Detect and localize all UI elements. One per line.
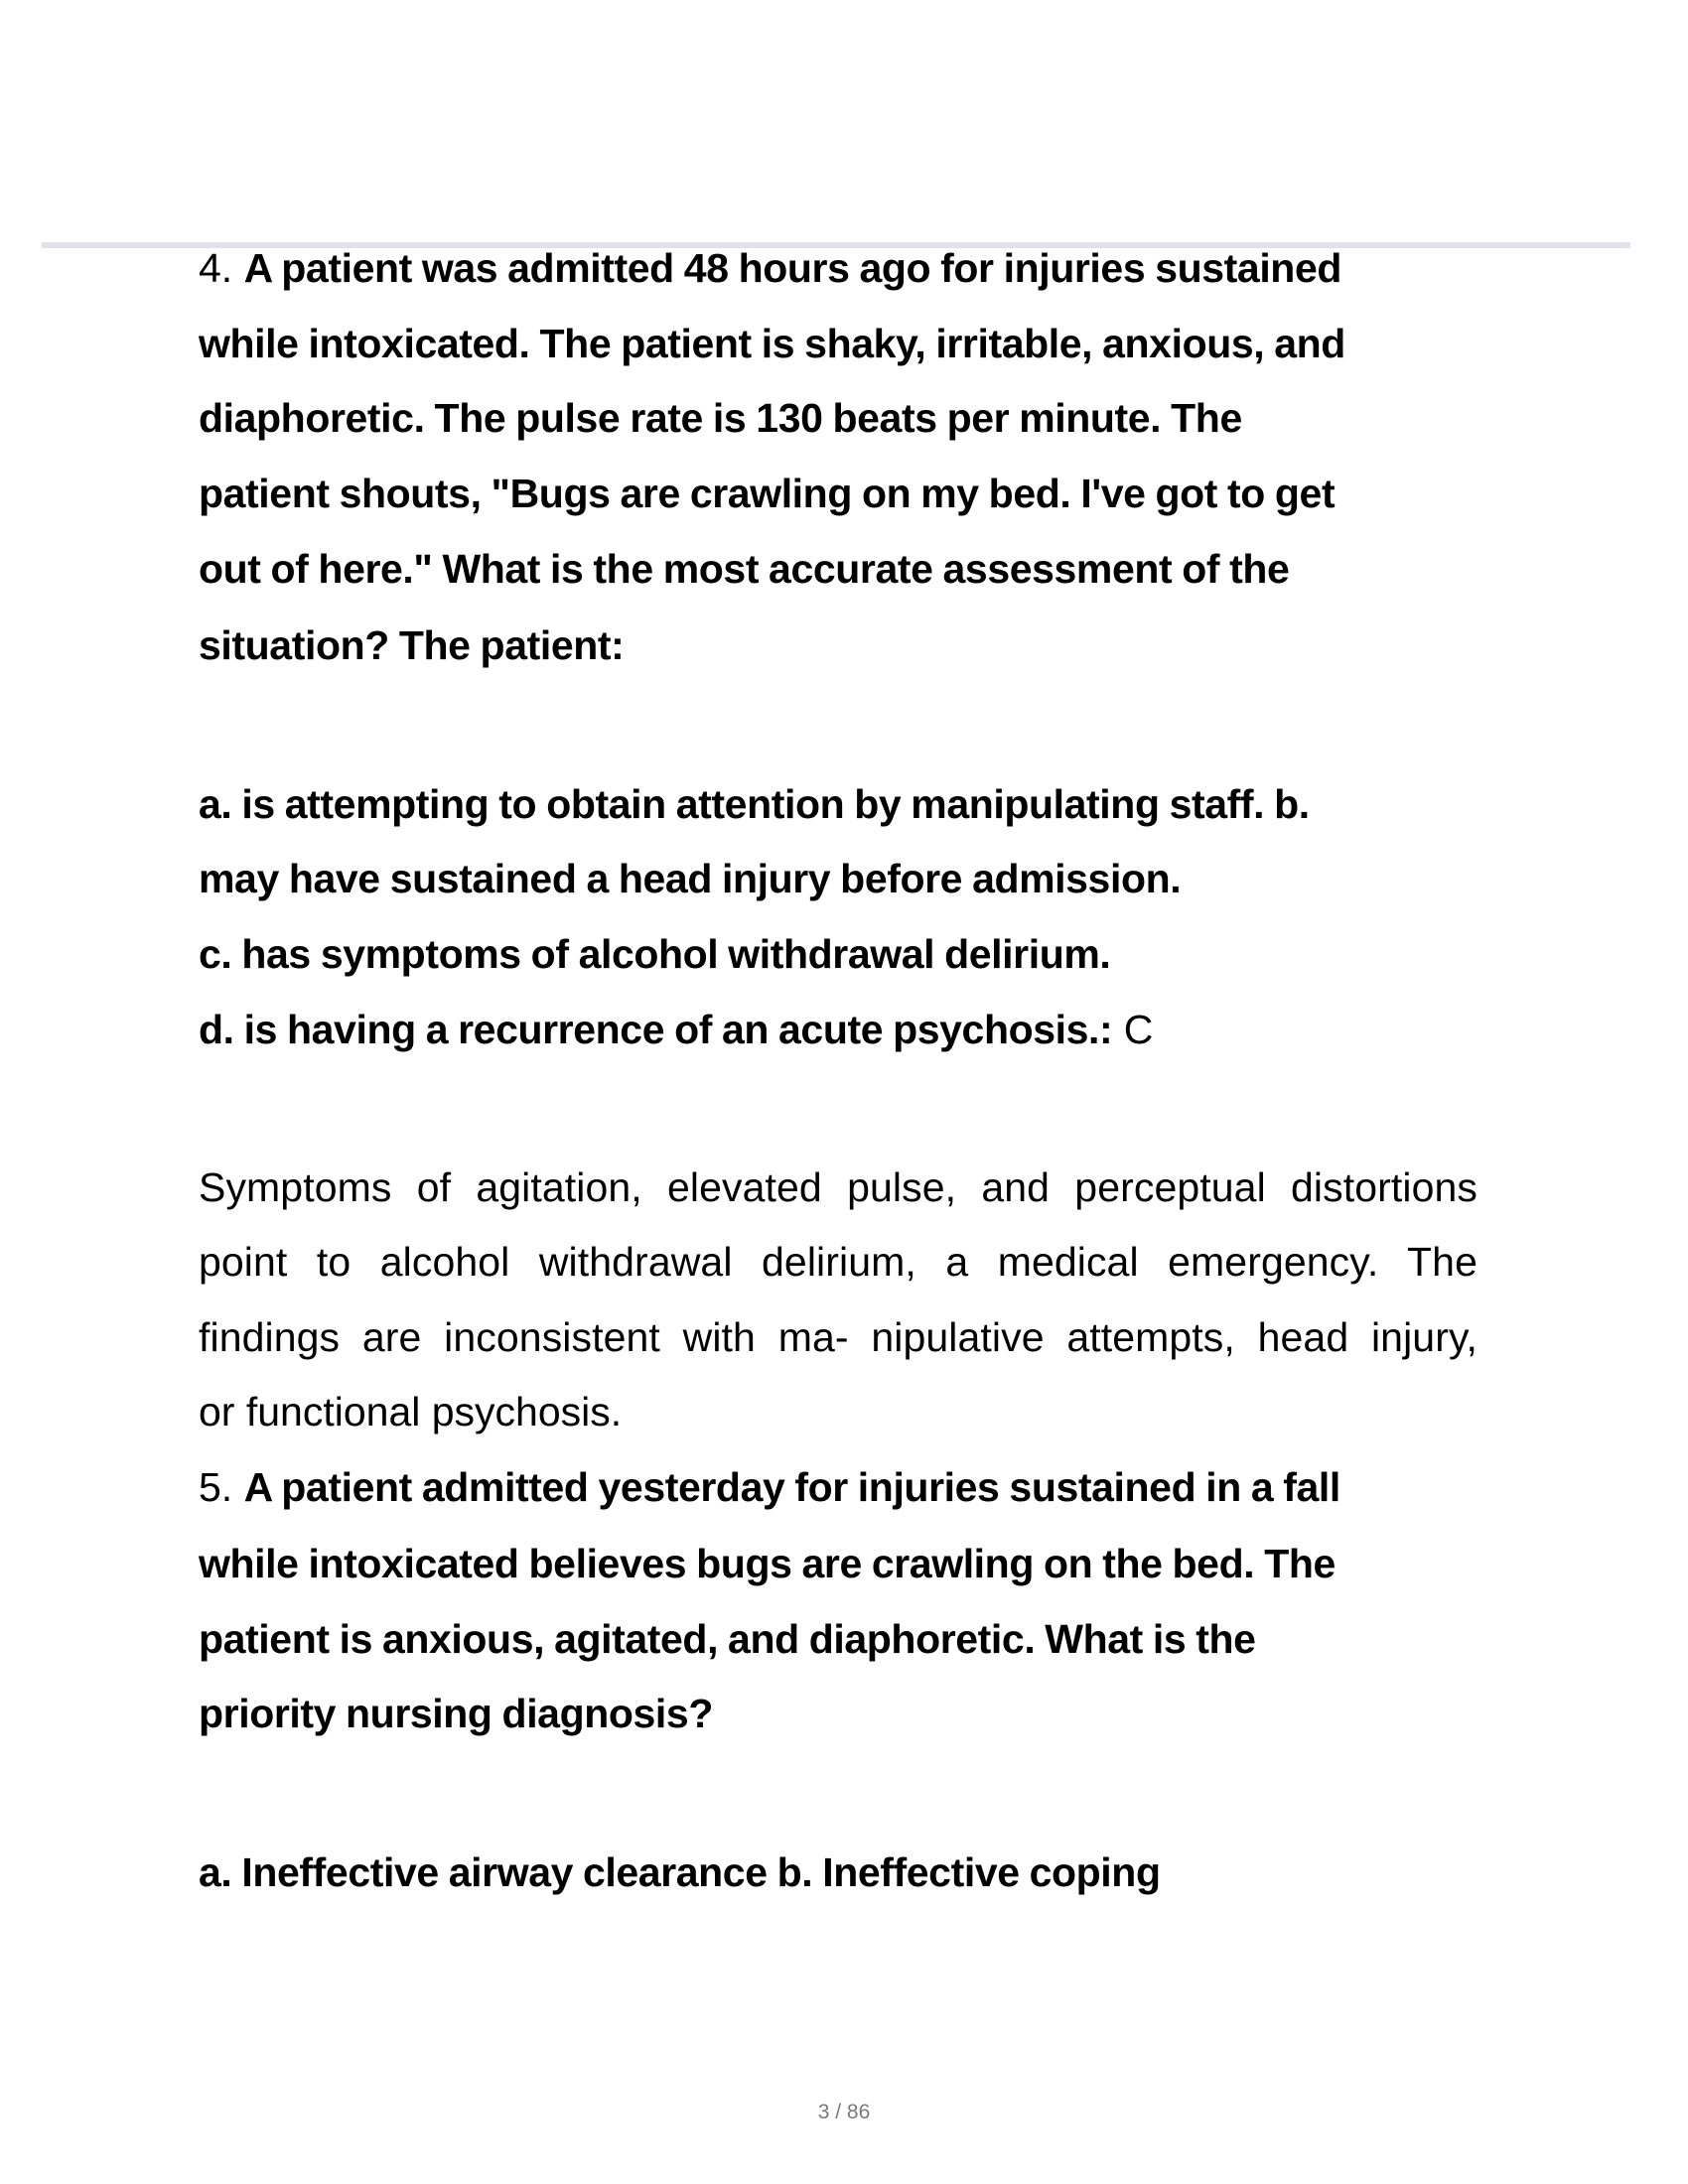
option-line: a. Ineffective airway clearance b. Ineffective coping (199, 1849, 1161, 1895)
page-number: 3 / 86 (817, 2101, 871, 2123)
question-stem-line: while intoxicated believes bugs are crawling on the bed. The (199, 1541, 1336, 1586)
question-stem-line: patient is anxious, agitated, and diaphoretic. What is the (199, 1616, 1256, 1662)
answer-key: C (1123, 1007, 1154, 1052)
option-line: may have sustained a head injury before admission. (199, 856, 1182, 901)
question-stem-line: while intoxicated. The patient is shaky, irritable, anxious, and (199, 321, 1345, 366)
rationale-line: findings are inconsistent with ma- nipulative attempts, head injury, (199, 1314, 1477, 1360)
option-line: d. is having a recurrence of an acute psychosis.: C (199, 1007, 1154, 1052)
question-stem-line: priority nursing diagnosis? (199, 1691, 713, 1736)
rationale-line: or functional psychosis. (199, 1389, 623, 1434)
question-stem-line: out of here." What is the most accurate assessment of the (199, 546, 1290, 592)
question-stem-line: diaphoretic. The pulse rate is 130 beats per minute. The (199, 395, 1242, 441)
option-line: a. is attempting to obtain attention by manipulating staff. b. (199, 781, 1310, 827)
rationale-line: Symptoms of agitation, elevated pulse, and perceptual distortions (199, 1164, 1477, 1210)
question-stem-line: 5. A patient admitted yesterday for injuries sustained in a fall (199, 1464, 1340, 1510)
question-number: 4. (199, 245, 233, 291)
rationale-line: point to alcohol withdrawal delirium, a medical emergency. The (199, 1239, 1477, 1285)
option-line: c. has symptoms of alcohol withdrawal delirium. (199, 931, 1111, 977)
question-stem-line: patient shouts, "Bugs are crawling on my bed. I've got to get (199, 471, 1336, 516)
question-number: 5. (199, 1464, 233, 1510)
question-stem-line: 4. A patient was admitted 48 hours ago for injuries sustained (199, 245, 1341, 291)
question-stem-line: situation? The patient: (199, 622, 625, 668)
